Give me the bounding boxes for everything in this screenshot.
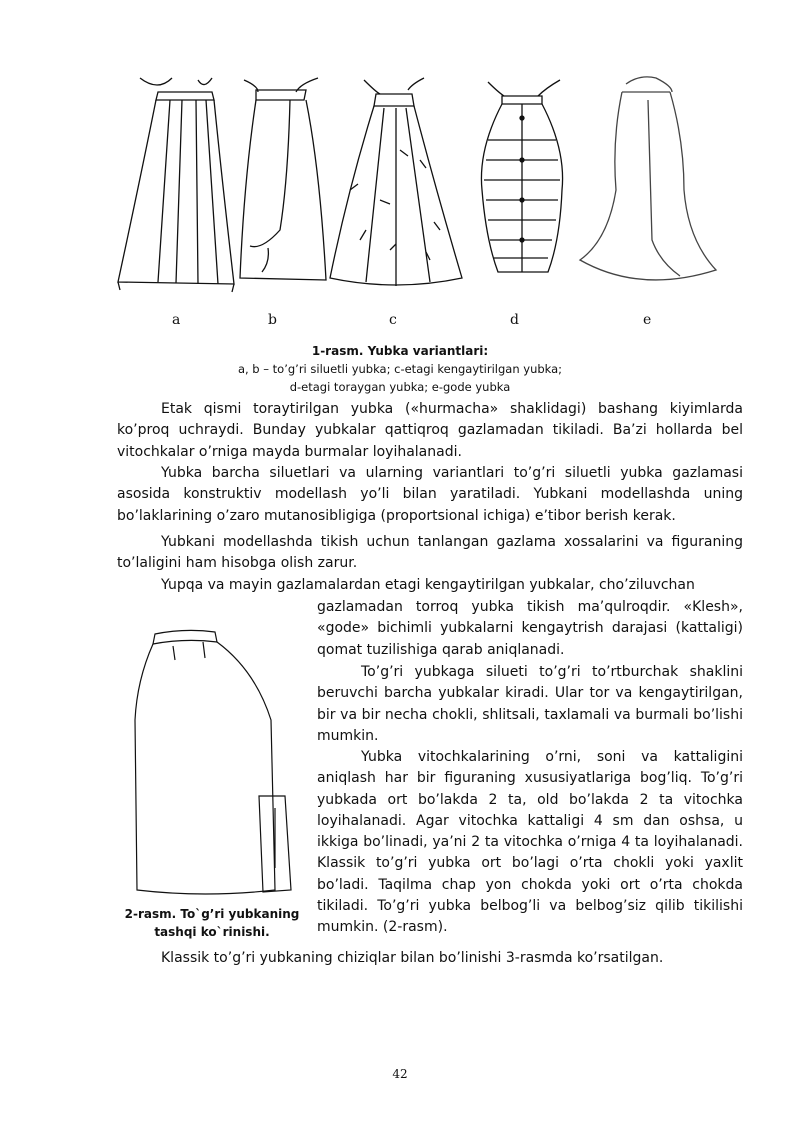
skirt-sketch-c (330, 78, 462, 286)
paragraph-4-start: Yupqa va mayin gazlamalardan etagi kengaytirilgan yubkalar, cho’ziluvchan (161, 577, 695, 593)
paragraph-7: Klassik to’g’ri yubkaning chiziqlar bilan bo’linishi 3-rasmda ko’rsatilgan. (161, 950, 664, 966)
skirt-sketch-a (118, 78, 234, 292)
skirt-sketch-d (481, 80, 562, 272)
figure-1-caption-line-2: d-etagi toraygan yubka; e-gode yubka (289, 380, 511, 394)
figure-1-caption (0, 342, 800, 396)
figure-1-title: 1-rasm. Yubka variantlari: (311, 344, 489, 358)
paragraph-6: Yubka vitochkalarining o’rni, soni va kattaligini aniqlash har bir figuraning xususiyatlariga bog’liq. To’g’ri yubkada ort bo’lakda 2 ta, old bo’lakda 2 ta vitochka loyihalanadi. Agar vitochka kattaligi 4 sm dan oshsa, u ikkiga bo’linadi, ya’ni 2 ta vitochka o’rniga 4 ta loyihalanadi. Klassik to’g’ri yubka ort bo’lagi o’rta chokli yoki yaxlit bo’ladi. Taqilma chap yon chokda yoki ort o’rta chokda tikiladi. To’g’ri yubka belbog’li va belbog’siz qilib tikilishi mumkin. (2-rasm). (317, 749, 743, 936)
paragraph-3: Yubkani modellashda tikish uchun tanlangan gazlama xossalarini va figuraning to’laligini ham hisobga olish zarur. (117, 534, 743, 572)
letter-b: b (268, 312, 277, 328)
letter-e: e (643, 312, 652, 328)
page-number: 42 (392, 1067, 408, 1081)
letter-c: c (389, 312, 397, 328)
letter-a: a (172, 312, 181, 328)
paragraph-5: To’g’ri yubkaga silueti to’g’ri to’rtburchak shaklini beruvchi barcha yubkalar kiradi. Ular tor va kengaytirilgan, bir va bir necha chokli, shlitsali, taxlamali va burmali bo’lishi mumkin. (317, 664, 743, 744)
skirt-sketch-b (240, 78, 326, 280)
paragraph-1: Etak qismi toraytirilgan yubka («hurmacha» shaklidagi) bashang kiyimlarda ko’proq uchraydi. Bunday yubkalar qattiqroq gazlamadan tikiladi. Ba’zi hollarda bel vitochkalar o’rniga mayda burmalar loyihalanadi. (117, 401, 743, 460)
paragraph-4-continued: gazlamadan torroq yubka tikish ma’qulroqdir. «Klesh», «gode» bichimli yubkalarni kengaytrish darajasi (kattaligi) qomat tuzilishiga qarab aniqlanadi. (317, 599, 743, 658)
paragraph-2: Yubka barcha siluetlari va ularning variantlari to’g’ri siluetli yubka gazlamasi asosida konstruktiv modellash yo’li bilan yaratiladi. Yubkani modellashda uning bo’laklarining o’zaro mutanosibligiga (proportsional ichiga) e’tibor berish kerak. (117, 465, 743, 524)
figure-1-skirt-variants (0, 0, 800, 310)
letter-d: d (510, 312, 519, 328)
figure-2-straight-skirt (125, 620, 305, 905)
figure-2-caption: 2-rasm. To`g’ri yubkaning tashqi ko`rinishi. (124, 907, 300, 939)
skirt-sketch-e (580, 77, 716, 280)
figure-1-caption-line-1: a, b – to’g’ri siluetli yubka; c-etagi kengaytirilgan yubka; (237, 362, 563, 376)
figure-1-letters (0, 312, 800, 332)
